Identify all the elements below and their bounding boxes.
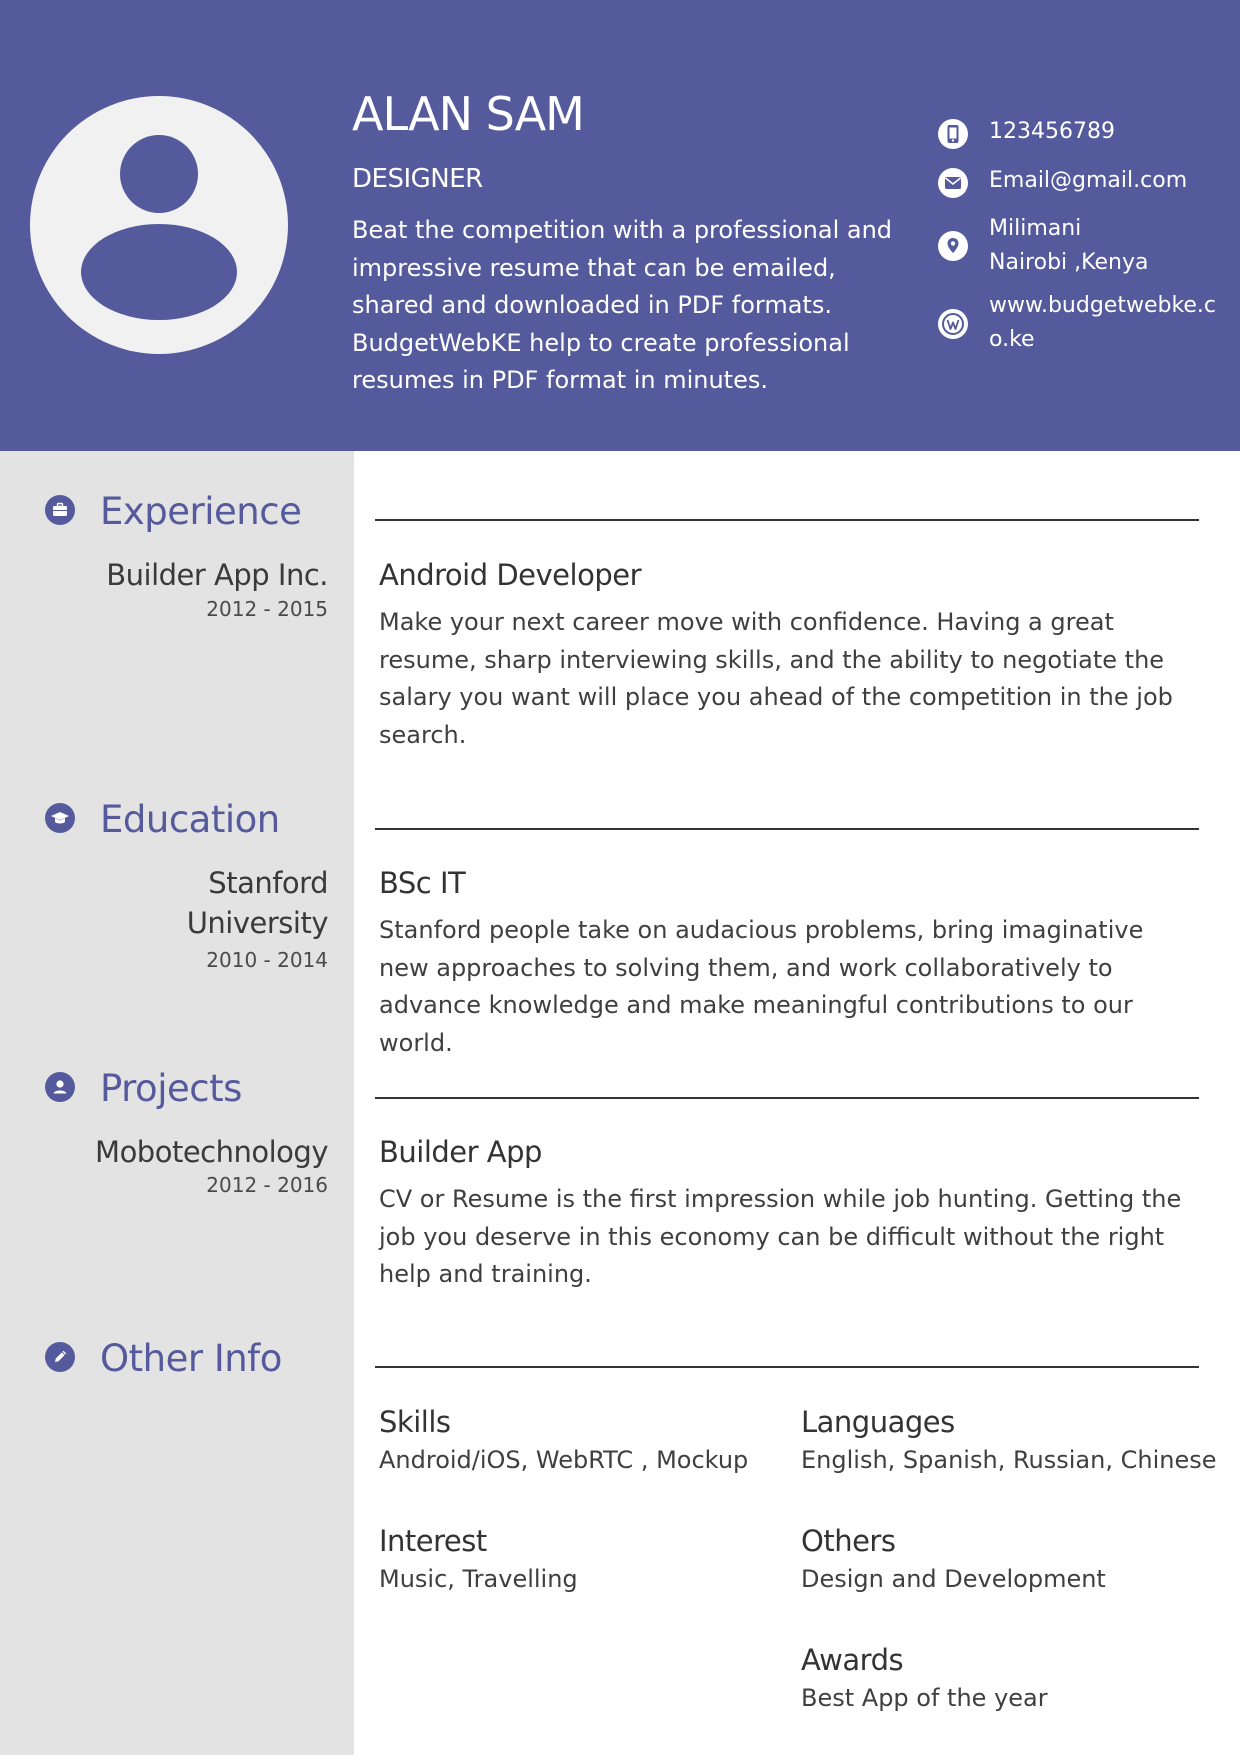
education-institution: Stanford University (186, 866, 328, 940)
others-value: Design and Development (801, 1565, 1106, 1593)
user-circle-icon (45, 1072, 75, 1102)
experience-description: Make your next career move with confidence. Having a great resume, sharp interviewing skills, and the ability to negotiate the salary you want will place you ahead of the competition in the job search. (379, 608, 1173, 749)
experience-dates: 2012 - 2015 (206, 597, 328, 621)
project-name: Builder App (379, 1135, 542, 1169)
location-icon (938, 231, 968, 261)
profile-summary: Beat the competition with a professional and impressive resume that can be emailed, shared and downloaded in PDF formats. BudgetWebKE help to create professional resumes in PDF format in minutes. (352, 216, 893, 394)
candidate-name: ALAN SAM (352, 87, 584, 141)
section-divider (375, 1097, 1199, 1099)
awards-value: Best App of the year (801, 1684, 1048, 1712)
email-icon (938, 168, 968, 198)
section-title-education: Education (100, 798, 280, 841)
others-label: Others (801, 1524, 896, 1558)
contact-website-text[interactable]: www.budgetwebke.co.ke (989, 293, 1217, 352)
experience-position: Android Developer (379, 558, 641, 592)
skills-value: Android/iOS, WebRTC , Mockup (379, 1446, 749, 1474)
wordpress-icon (938, 309, 968, 339)
contact-email-text: Email@gmail.com (989, 168, 1188, 193)
section-divider (375, 519, 1199, 521)
project-description: CV or Resume is the first impression while job hunting. Getting the job you deserve in this economy can be difficult without the right help and training. (379, 1185, 1182, 1288)
candidate-role: DESIGNER (352, 164, 483, 194)
contact-address-text: Milimani Nairobi ,Kenya (989, 216, 1149, 275)
awards-label: Awards (801, 1643, 904, 1677)
user-avatar-icon (30, 96, 288, 354)
contact-phone-text: 123456789 (989, 119, 1115, 144)
education-dates: 2010 - 2014 (206, 948, 328, 972)
section-title-experience: Experience (100, 490, 302, 533)
graduation-cap-icon (45, 803, 75, 833)
project-organization: Mobotechnology (95, 1135, 328, 1169)
project-dates: 2012 - 2016 (206, 1173, 328, 1197)
skills-label: Skills (379, 1405, 451, 1439)
experience-company: Builder App Inc. (106, 558, 328, 592)
interest-label: Interest (379, 1524, 487, 1558)
languages-value: English, Spanish, Russian, Chinese (801, 1446, 1217, 1474)
section-title-projects: Projects (100, 1067, 242, 1110)
section-title-other-info: Other Info (100, 1337, 282, 1380)
briefcase-icon (45, 495, 75, 525)
contact-list (938, 0, 1238, 451)
section-divider (375, 1366, 1199, 1368)
phone-icon (938, 119, 968, 149)
interest-value: Music, Travelling (379, 1565, 578, 1593)
resume-header (0, 0, 1240, 451)
pencil-icon (45, 1342, 75, 1372)
education-description: Stanford people take on audacious problems, bring imaginative new approaches to solving them, and work collaboratively to advance knowledge and make meaningful contributions to our world. (379, 916, 1144, 1057)
section-divider (375, 828, 1199, 830)
languages-label: Languages (801, 1405, 955, 1439)
education-degree: BSc IT (379, 866, 466, 900)
